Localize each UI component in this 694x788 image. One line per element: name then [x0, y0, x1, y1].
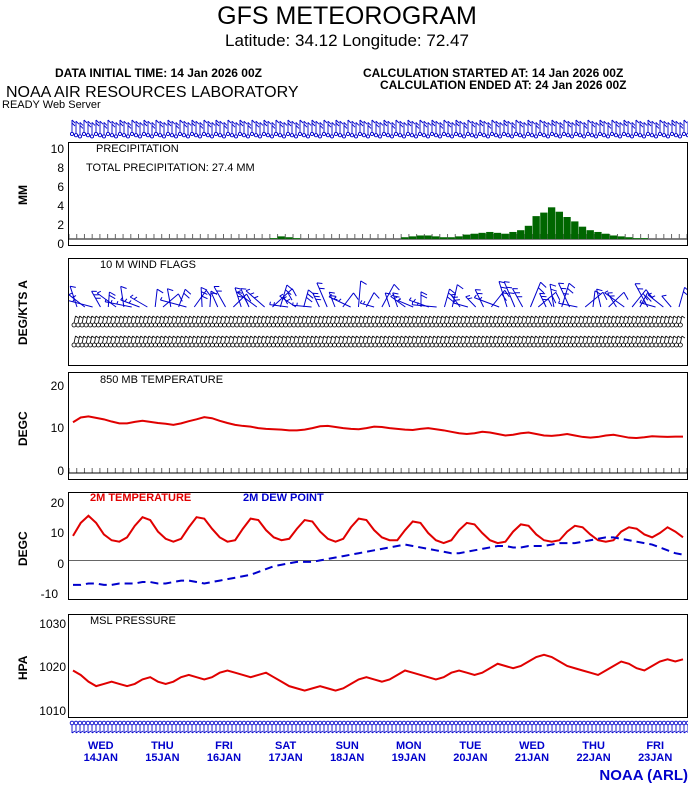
mslp-ytick-1020: 1020 [39, 660, 66, 674]
page-title: GFS METEOROGRAM [217, 2, 477, 30]
server-label: READY Web Server [2, 99, 101, 111]
day-name: FRI [215, 740, 233, 752]
day-label [381, 740, 437, 764]
t2m-ylabel: DEGC [16, 531, 30, 567]
day-date: 17JAN [268, 752, 303, 764]
day-date: 18JAN [330, 752, 365, 764]
lower-level-symbol-row [68, 718, 688, 736]
t850-ytick-10: 10 [50, 421, 64, 435]
t850-ytick-20: 20 [50, 379, 64, 393]
agency-label: NOAA AIR RESOURCES LABORATORY [6, 84, 299, 101]
data-initial-time: DATA INITIAL TIME: 14 Jan 2026 00Z [55, 66, 262, 80]
t2m-ytick-10: 10 [50, 526, 64, 540]
precipitation-panel [68, 142, 688, 246]
day-label [134, 740, 190, 764]
day-name: WED [87, 740, 114, 752]
day-label [319, 740, 375, 764]
upper-level-symbol-row [68, 112, 688, 140]
day-date: 23JAN [638, 752, 673, 764]
dewpoint-series-label: 2M DEW POINT [243, 492, 324, 504]
footer-credit: NOAA (ARL) [599, 767, 688, 784]
precip-ytick-8: 8 [57, 161, 64, 175]
t2m-ytick-neg10: -10 [40, 587, 58, 601]
t850-title: 850 MB TEMPERATURE [100, 374, 224, 386]
calculation-ended: CALCULATION ENDED AT: 24 Jan 2026 00Z [380, 78, 627, 92]
day-date: 22JAN [576, 752, 611, 764]
day-name: SUN [335, 740, 359, 752]
wind-title: 10 M WIND FLAGS [100, 259, 196, 271]
day-name: TUE [459, 740, 482, 752]
msl-pressure-panel [68, 614, 688, 718]
day-date: 19JAN [391, 752, 426, 764]
t850-ylabel: DEGC [16, 411, 30, 447]
precip-ytick-10: 10 [50, 142, 64, 156]
coordinates-subtitle: Latitude: 34.12 Longitude: 72.47 [225, 31, 469, 50]
day-name: THU [582, 740, 605, 752]
day-label [73, 740, 129, 764]
calculation-started: CALCULATION STARTED AT: 14 Jan 2026 00Z [363, 66, 624, 80]
day-name: MON [395, 740, 422, 752]
temperature-2m-panel [68, 492, 688, 600]
precip-ylabel: MM [16, 185, 30, 205]
day-date: 16JAN [206, 752, 242, 764]
day-label [196, 740, 252, 764]
t2m-ytick-0: 0 [57, 557, 64, 571]
precip-title: PRECIPITATION [96, 143, 179, 155]
mslp-title: MSL PRESSURE [90, 615, 176, 627]
day-name: THU [151, 740, 174, 752]
t2m-series-label: 2M TEMPERATURE [90, 492, 192, 504]
mslp-ytick-1030: 1030 [39, 617, 66, 631]
wind-ylabel: DEG/KTS A [16, 280, 30, 346]
precip-ytick-6: 6 [57, 180, 64, 194]
day-date: 21JAN [514, 752, 550, 764]
day-label [627, 740, 683, 764]
precip-ytick-4: 4 [57, 199, 64, 213]
day-name: FRI [646, 740, 665, 752]
precip-ytick-2: 2 [57, 218, 64, 232]
t850-ytick-0: 0 [57, 464, 64, 478]
precip-total: TOTAL PRECIPITATION: 27.4 MM [86, 162, 255, 174]
day-label [442, 740, 498, 764]
mslp-ytick-1010: 1010 [39, 704, 66, 718]
mslp-ylabel: HPA [16, 655, 30, 681]
day-date: 20JAN [453, 752, 488, 764]
day-label [258, 740, 314, 764]
day-name: SAT [275, 740, 297, 752]
day-label [504, 740, 560, 764]
day-label [566, 740, 622, 764]
t2m-ytick-20: 20 [50, 496, 64, 510]
day-date: 14JAN [83, 752, 118, 764]
temperature-850mb-panel [68, 372, 688, 480]
day-name: WED [519, 740, 545, 752]
precip-ytick-0: 0 [57, 237, 64, 251]
wind-flags-panel [68, 258, 688, 366]
day-date: 15JAN [145, 752, 180, 764]
